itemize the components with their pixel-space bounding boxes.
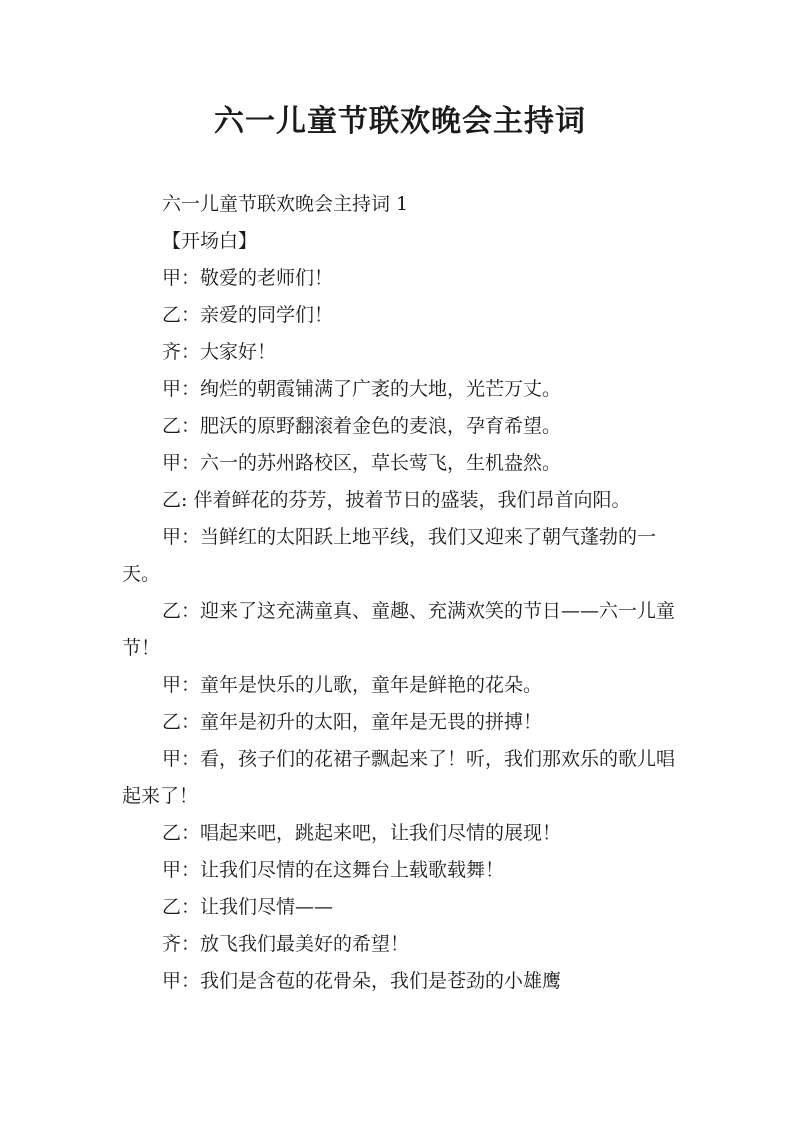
paragraph: 甲：让我们尽情的在这舞台上载歌载舞！ [162,859,505,881]
paragraph: 乙: 伴着鲜花的芬芳，披着节日的盛装，我们昂首向阳。 [162,489,631,511]
paragraph: 甲：看，孩子们的花裙子飘起来了！听，我们那欢乐的歌儿唱起来了！ [122,748,676,807]
paragraph: 甲：敬爱的老师们！ [162,267,334,289]
document-title: 六一儿童节联欢晚会主持词 [214,104,586,139]
paragraph: 甲：童年是快乐的儿歌，童年是鲜艳的花朵。 [162,674,543,696]
paragraph: 甲：六一的苏州路校区，草长莺飞，生机盎然。 [162,452,562,474]
paragraph: 乙：肥沃的原野翻滚着金色的麦浪，孕育希望。 [162,415,562,437]
paragraph: 乙：亲爱的同学们！ [162,304,334,326]
paragraph: 齐：大家好！ [162,341,277,363]
paragraph: 甲：绚烂的朝霞铺满了广袤的大地，光芒万丈。 [162,378,562,400]
paragraph: 乙：迎来了这充满童真、童趣、充满欢笑的节日——六一儿童节！ [122,600,676,659]
paragraph: 甲：我们是含苞的花骨朵，我们是苍劲的小雄鹰 [162,970,562,992]
document-body [122,186,682,1000]
paragraph: 乙：童年是初升的太阳，童年是无畏的拼搏！ [162,711,543,733]
paragraph: 乙：让我们尽情—— [162,896,334,918]
paragraph-subtitle: 六一儿童节联欢晚会主持词 1 [162,193,409,215]
paragraph: 乙：唱起来吧，跳起来吧，让我们尽情的展现！ [162,822,562,844]
paragraph-section-heading: 【开场白】 [162,230,258,252]
paragraph: 齐：放飞我们最美好的希望！ [162,933,410,955]
paragraph: 甲：当鲜红的太阳跃上地平线，我们又迎来了朝气蓬勃的一天。 [122,526,657,585]
